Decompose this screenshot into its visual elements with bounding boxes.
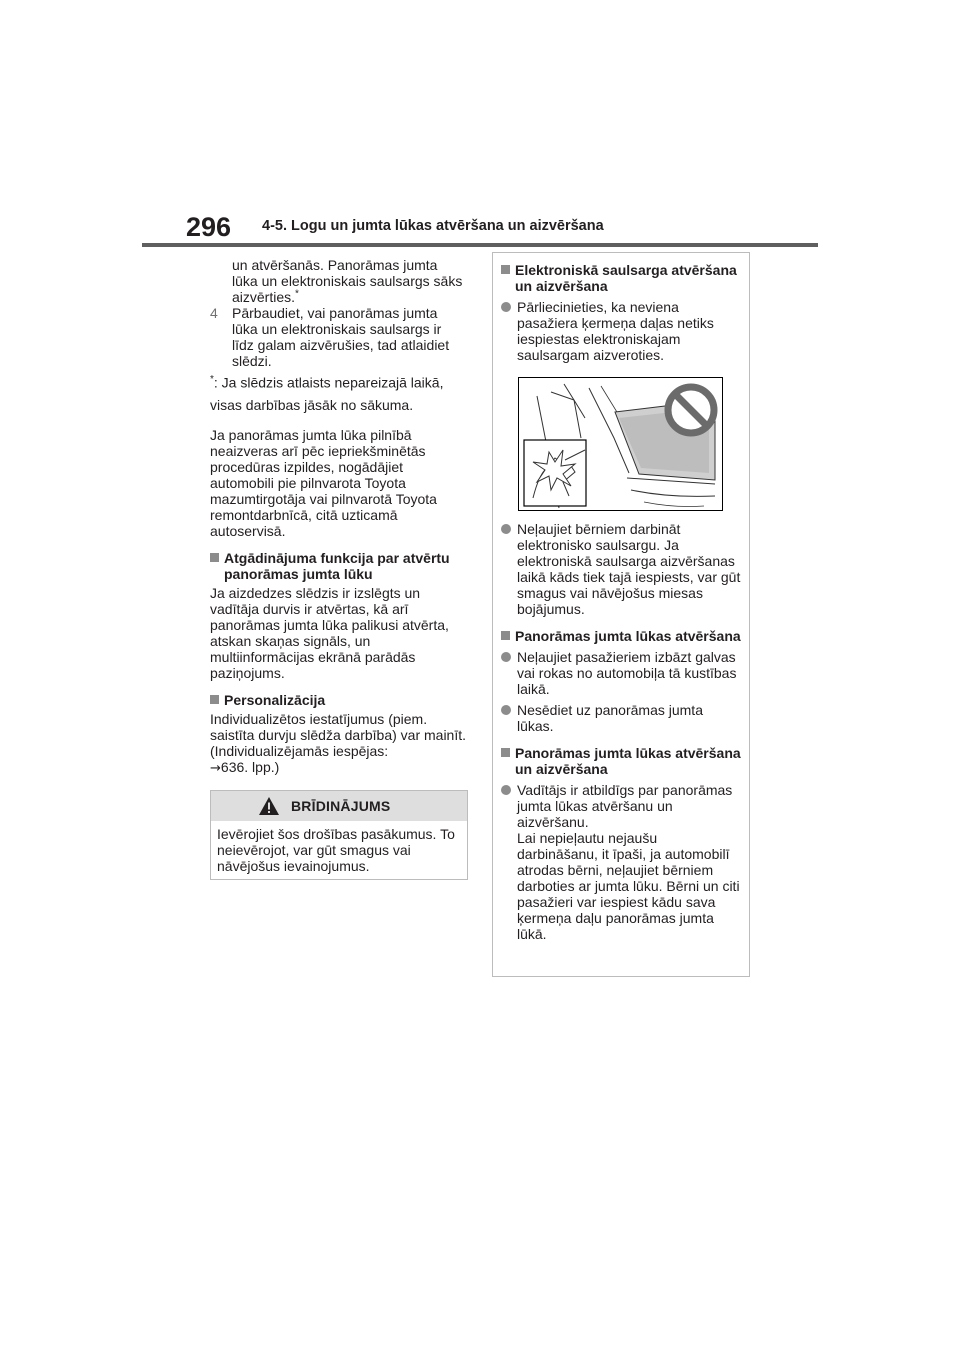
round-bullet-icon [501,652,511,662]
round-bullet-icon [501,302,511,312]
personalization-paragraph [210,711,466,777]
open-close-heading [501,745,741,777]
round-bullet-icon [501,705,511,715]
reminder-heading [210,550,466,582]
bullet-text: Vadītājs ir atbildīgs par panorāmas jumta lūkas atvēršanu un aizvēršanu. [517,782,733,830]
open-close-heading-text: Panorāmas jumta lūkas atvēršana un aizvēršana [515,745,741,777]
bullet-text: Neļaujiet bērniem darbināt elektronisko saulsargu. Ja elektroniskā saulsarga aizvēršanas laikā kāds tiek tajā iespiests, var gūt smagus vai nāvējošus miesas bojājumus. [517,521,741,617]
bullet-text: Neļaujiet pasažieriem izbāzt galvas vai rokas no automobiļa tā kustības laikā. [517,649,737,697]
round-bullet-icon [501,785,511,795]
continuation-text: un atvēršanās. Panorāmas jumta lūka un elektroniskais saulsargs sāks aizvērties. [232,257,463,305]
reminder-heading-text: Atgādinājuma funkcija par atvērtu panorāmas jumta lūku [224,549,450,582]
bullet-text: Nesēdiet uz panorāmas jumta lūkas. [517,702,703,734]
square-bullet-icon [210,695,219,704]
sunshade-heading-text: Elektroniskā saulsarga atvēršana un aizvēršana [515,262,737,294]
square-bullet-icon [210,553,219,562]
continuation-footnote-ref: * [295,288,299,300]
page-number: 296 [186,212,232,242]
sunshade-heading [501,262,741,294]
sunshade-illustration-drawing [519,378,722,510]
personalization-heading [210,692,466,708]
square-bullet-icon [501,265,510,274]
header-rule [142,243,818,247]
opening-heading [501,628,741,644]
left-column [210,257,466,777]
warning-triangle-icon [258,796,280,816]
opening-heading-text: Panorāmas jumta lūkas atvēršana [515,628,741,644]
footnote-marker: * [210,374,214,385]
opening-bullet-1 [501,649,741,697]
step-text: Pārbaudiet, vai panorāmas jumta lūka un elektroniskais saulsargs ir līdz galam aizvērušies, tad atlaidiet slēdzi. [232,305,450,369]
bullet-text: Pārliecinieties, ka neviena pasažiera ķermeņa daļas netiks iespiestas elektroniskajam saulsargam aizveroties. [517,299,714,363]
sunshade-bullet-1 [501,299,741,363]
sunshade-illustration [518,377,723,511]
step-number: 4 [210,305,218,321]
continuation-paragraph [210,257,466,305]
open-close-bullet-1 [501,782,741,942]
warning-title: BRĪDINĀJUMS [291,798,391,814]
page-reference-link[interactable]: 636. lpp.) [220,758,280,775]
section-title: 4-5. Logu un jumta lūkas atvēršana un aizvēršana [262,218,604,234]
prohibited-sign-icon [665,384,717,436]
bullet-continuation: Lai nepieļautu nejaušu darbināšanu, it īpaši, ja automobilī atrodas bērni, neļaujiet bērniem darboties ar jumta lūku. Bērni un citi pasažieri var iespiest kādu sava ķermeņa daļu panorāmas jumta lūkā. [517,830,740,942]
reminder-paragraph: Ja aizdedzes slēdzis ir izslēgts un vadītāja durvis ir atvērtas, kā arī panorāmas jumta lūka palikusi atvērta, atskan skaņas signāls, un multiinformācijas ekrānā parādās paziņojums. [210,584,449,681]
square-bullet-icon [501,748,510,757]
right-column [492,252,750,977]
warning-text: Ievērojiet šos drošības pasākumus. To neievērojot, var gūt smagus vai nāvējošus ievainojumus. [217,826,455,874]
round-bullet-icon [501,524,511,534]
dealer-paragraph: Ja panorāmas jumta lūka pilnībā neaizveras arī pēc iepriekšminētās procedūras izpildes, nogādājiet automobili pie pilnvarota Toyota mazumtirgotāja vai pilnvarotā Toyota remontdarbnīcā, citā uzticamā autoservisā. [210,426,437,539]
footnote [210,369,466,416]
sunshade-bullet-2 [501,521,741,617]
warning-header [211,791,467,821]
warning-box [210,790,468,880]
personalization-text: Individualizētos iestatījumus (piem. saistīta durvju slēdža darbība) var mainīt. (Individualizējamās iespējas: [210,710,467,759]
arrow-right-icon: → [210,760,221,776]
footnote-text: : Ja slēdzis atlaists nepareizajā laikā, visas darbības jāsāk no sākuma. [210,374,444,413]
step-4 [210,305,466,369]
square-bullet-icon [501,631,510,640]
opening-bullet-2 [501,702,741,734]
personalization-heading-text: Personalizācija [224,691,326,708]
